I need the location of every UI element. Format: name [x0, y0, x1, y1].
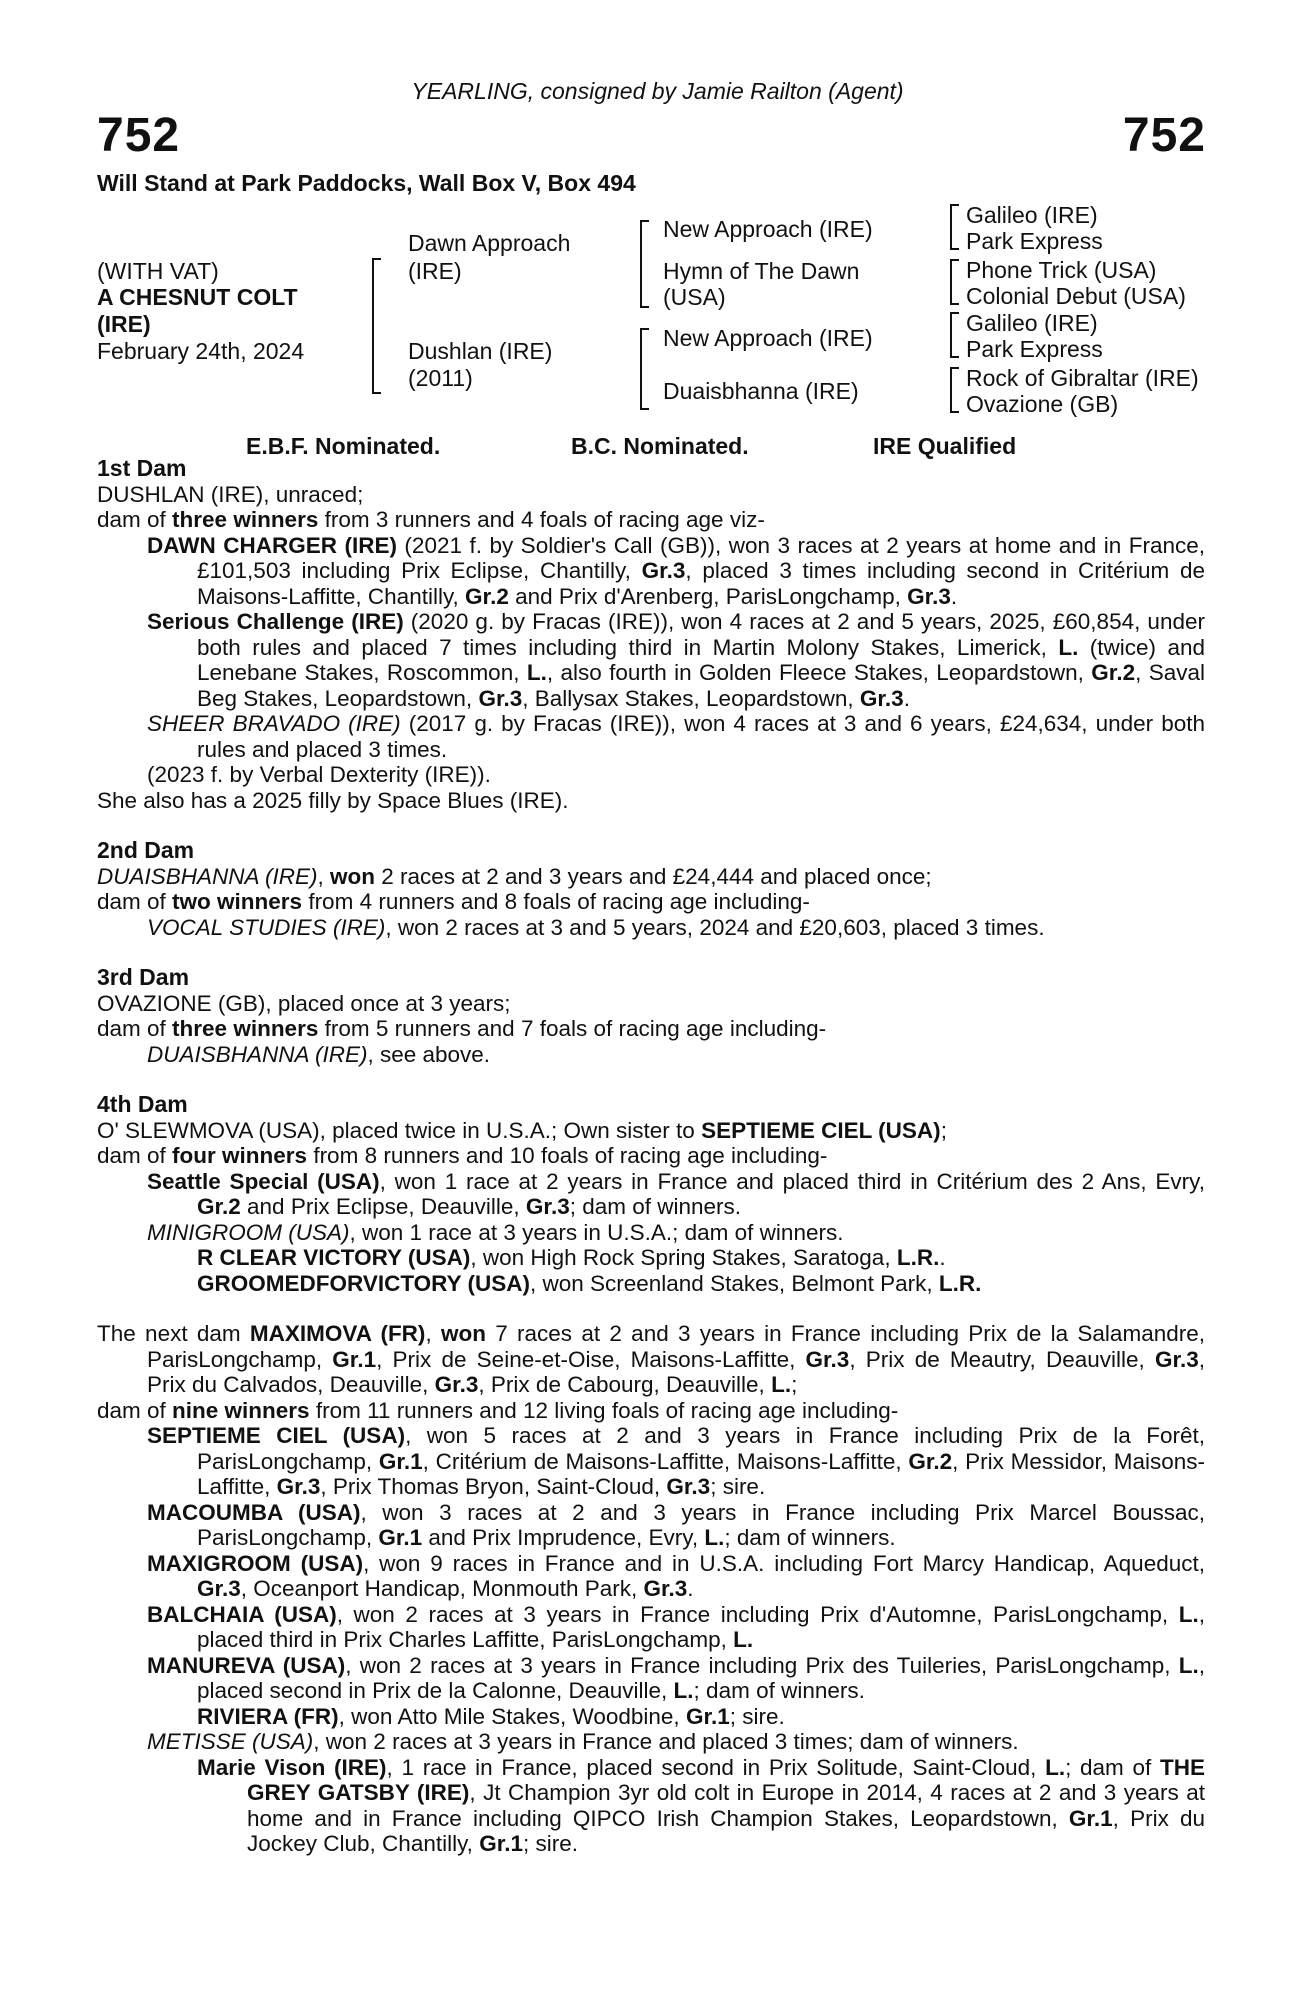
- fourth-dam-line: O' SLEWMOVA (USA), placed twice in U.S.A.; Own sister to SEPTIEME CIEL (USA);: [97, 1117, 947, 1143]
- progeny-vocal-studies: VOCAL STUDIES (IRE), won 2 races at 3 and 5 years, 2024 and £20,603, placed 3 times.: [147, 914, 1045, 940]
- next-dam-produce-line: dam of nine winners from 11 runners and 12 living foals of racing age including-: [97, 1397, 899, 1423]
- bc-nomination: B.C. Nominated.: [571, 433, 749, 459]
- progeny-2023-filly: (2023 f. by Verbal Dexterity (IRE)).: [147, 762, 491, 787]
- progeny-dawn-charger: DAWN CHARGER (IRE) (2021 f. by Soldier's Call (GB)), won 3 races at 2 years at home and in France, £101,503 including Prix Eclipse, Chantilly, Gr.3, placed 3 times including second in Critérium de Maisons-Laffitte, Chantilly, Gr.2 and Prix d'Arenberg, ParisLongchamp, Gr.3.: [147, 532, 1205, 609]
- progeny-riviera: RIVIERA (FR), won Atto Mile Stakes, Woodbine, Gr.1; sire.: [197, 1703, 785, 1729]
- sire-dam-name: Hymn of The Dawn: [663, 258, 860, 284]
- sire-dam-brace: [372, 258, 381, 394]
- g-sire-sire-dam: Park Express: [966, 228, 1103, 254]
- progeny-manureva: MANUREVA (USA), won 2 races at 3 years in France including Prix des Tuileries, ParisLongchamp, L., placed second in Prix de la Calonne, Deauville, L.; dam of winners.: [147, 1652, 1205, 1703]
- g-dam-dam-dam: Ovazione (GB): [966, 391, 1119, 417]
- lot-number-right: 752: [1122, 109, 1206, 162]
- dam-name: Dushlan (IRE): [408, 338, 553, 364]
- second-dam-heading: 2nd Dam: [97, 837, 195, 863]
- progeny-seattle-special: Seattle Special (USA), won 1 race at 2 years in France and placed third in Critérium des 2 Ans, Evry, Gr.2 and Prix Eclipse, Deauville, Gr.3; dam of winners.: [147, 1168, 1205, 1219]
- subject-origin: (IRE): [97, 311, 151, 337]
- lot-number-left: 752: [97, 109, 181, 162]
- first-dam-heading: 1st Dam: [97, 455, 187, 481]
- g-dam-sire-dam: Park Express: [966, 336, 1103, 362]
- fourth-dam-produce-line: dam of four winners from 8 runners and 10 foals of racing age including-: [97, 1143, 828, 1168]
- third-dam-line: OVAZIONE (GB), placed once at 3 years;: [97, 990, 511, 1016]
- dam-parents-brace: [640, 328, 649, 410]
- ire-qualified: IRE Qualified: [873, 433, 1017, 459]
- progeny-sheer-bravado: SHEER BRAVADO (IRE) (2017 g. by Fracas (IRE)), won 4 races at 3 and 6 years, £24,634, under both rules and placed 3 times.: [147, 711, 1205, 762]
- first-dam-produce-line: dam of three winners from 3 runners and 4 foals of racing age viz-: [97, 507, 765, 532]
- ebf-nomination: E.B.F. Nominated.: [246, 433, 441, 459]
- g-brace-2: [950, 259, 959, 305]
- fourth-dam-heading: 4th Dam: [97, 1091, 188, 1117]
- second-dam-line: DUAISBHANNA (IRE), won 2 races at 2 and 3 years and £24,444 and placed once;: [97, 863, 932, 889]
- third-dam-produce-line: dam of three winners from 5 runners and 7 foals of racing age including-: [97, 1016, 827, 1041]
- next-dam-line: The next dam MAXIMOVA (FR), won 7 races at 2 and 3 years in France including Prix de la Salamandre, ParisLongchamp, Gr.1, Prix de Seine-et-Oise, Maisons-Laffitte, Gr.3, Prix de Meautry, Deauville, Gr.3, Prix du Calvados, Deauville, Gr.3, Prix de Cabourg, Deauville, L.;: [97, 1321, 1205, 1397]
- g-brace-1: [950, 204, 959, 250]
- dam-dam: Duaisbhanna (IRE): [663, 378, 859, 404]
- progeny-duaisbhanna: DUAISBHANNA (IRE), see above.: [147, 1041, 491, 1067]
- progeny-serious-challenge: Serious Challenge (IRE) (2020 g. by Fracas (IRE)), won 4 races at 2 and 5 years, 2025, £60,854, under both rules and placed 7 times including third in Martin Molony Stakes, Limerick, L. (twice) and Lenebane Stakes, Roscommon, L., also fourth in Golden Fleece Stakes, Leopardstown, Gr.2, Saval Beg Stakes, Leopardstown, Gr.3, Ballysax Stakes, Leopardstown, Gr.3.: [147, 609, 1206, 711]
- progeny-r-clear-victory: R CLEAR VICTORY (USA), won High Rock Spring Stakes, Saratoga, L.R..: [197, 1245, 946, 1270]
- third-dam-heading: 3rd Dam: [97, 964, 190, 990]
- sire-sire: New Approach (IRE): [663, 216, 873, 242]
- first-dam-line: DUSHLAN (IRE), unraced;: [97, 481, 364, 507]
- progeny-minigroom: MINIGROOM (USA), won 1 race at 3 years in U.S.A.; dam of winners.: [147, 1219, 844, 1245]
- g-brace-4: [950, 367, 959, 413]
- sire-parents-brace: [640, 220, 649, 308]
- dam-sire: New Approach (IRE): [663, 325, 873, 351]
- sire-origin: (IRE): [408, 258, 462, 284]
- progeny-maxigroom: MAXIGROOM (USA), won 9 races in France and in U.S.A. including Fort Marcy Handicap, Aqueduct, Gr.3, Oceanport Handicap, Monmouth Park, Gr.3.: [147, 1550, 1205, 1601]
- g-dam-sire-sire: Galileo (IRE): [966, 310, 1098, 336]
- progeny-groomedforvictory: GROOMEDFORVICTORY (USA), won Screenland Stakes, Belmont Park, L.R.: [197, 1270, 982, 1296]
- g-sire-dam-sire: Phone Trick (USA): [966, 257, 1157, 283]
- g-brace-3: [950, 312, 959, 358]
- consignor-line: YEARLING, consigned by Jamie Railton (Agent): [411, 78, 904, 104]
- sire-dam-origin: (USA): [663, 284, 726, 310]
- subject-name: A CHESNUT COLT: [97, 284, 298, 310]
- g-dam-dam-sire: Rock of Gibraltar (IRE): [966, 365, 1199, 391]
- progeny-septieme-ciel: SEPTIEME CIEL (USA), won 5 races at 2 and 3 years in France including Prix de la Forêt, ParisLongchamp, Gr.1, Critérium de Maisons-Laffitte, Maisons-Laffitte, Gr.2, Prix Messidor, Maisons-Laffitte, Gr.3, Prix Thomas Bryon, Saint-Cloud, Gr.3; sire.: [147, 1423, 1205, 1499]
- stand-location: Will Stand at Park Paddocks, Wall Box V, Box 494: [97, 170, 636, 196]
- second-dam-produce-line: dam of two winners from 4 runners and 8 foals of racing age including-: [97, 889, 810, 914]
- progeny-metisse: METISSE (USA), won 2 races at 3 years in France and placed 3 times; dam of winners.: [147, 1729, 1019, 1754]
- vat-note: (WITH VAT): [97, 258, 219, 284]
- sire-name: Dawn Approach: [408, 230, 571, 256]
- catalogue-body: [97, 456, 1205, 1857]
- progeny-marie-vison: Marie Vison (IRE), 1 race in France, placed second in Prix Solitude, Saint-Cloud, L.; dam of THE GREY GATSBY (IRE), Jt Champion 3yr old colt in Europe in 2014, 4 races at 2 and 3 years at home and in France including QIPCO Irish Champion Stakes, Leopardstown, Gr.1, Prix du Jockey Club, Chantilly, Gr.1; sire.: [197, 1754, 1205, 1856]
- progeny-macoumba: MACOUMBA (USA), won 3 races at 2 and 3 years in France including Prix Marcel Boussac, ParisLongchamp, Gr.1 and Prix Imprudence, Evry, L.; dam of winners.: [147, 1499, 1206, 1550]
- progeny-2025-filly: She also has a 2025 filly by Space Blues (IRE).: [97, 787, 569, 813]
- g-sire-sire-sire: Galileo (IRE): [966, 202, 1098, 228]
- g-sire-dam-dam: Colonial Debut (USA): [966, 283, 1186, 309]
- progeny-balchaia: BALCHAIA (USA), won 2 races at 3 years in France including Prix d'Automne, ParisLongchamp, L., placed third in Prix Charles Laffitte, ParisLongchamp, L.: [147, 1601, 1205, 1652]
- foaling-date: February 24th, 2024: [97, 338, 305, 364]
- dam-year: (2011): [408, 365, 473, 391]
